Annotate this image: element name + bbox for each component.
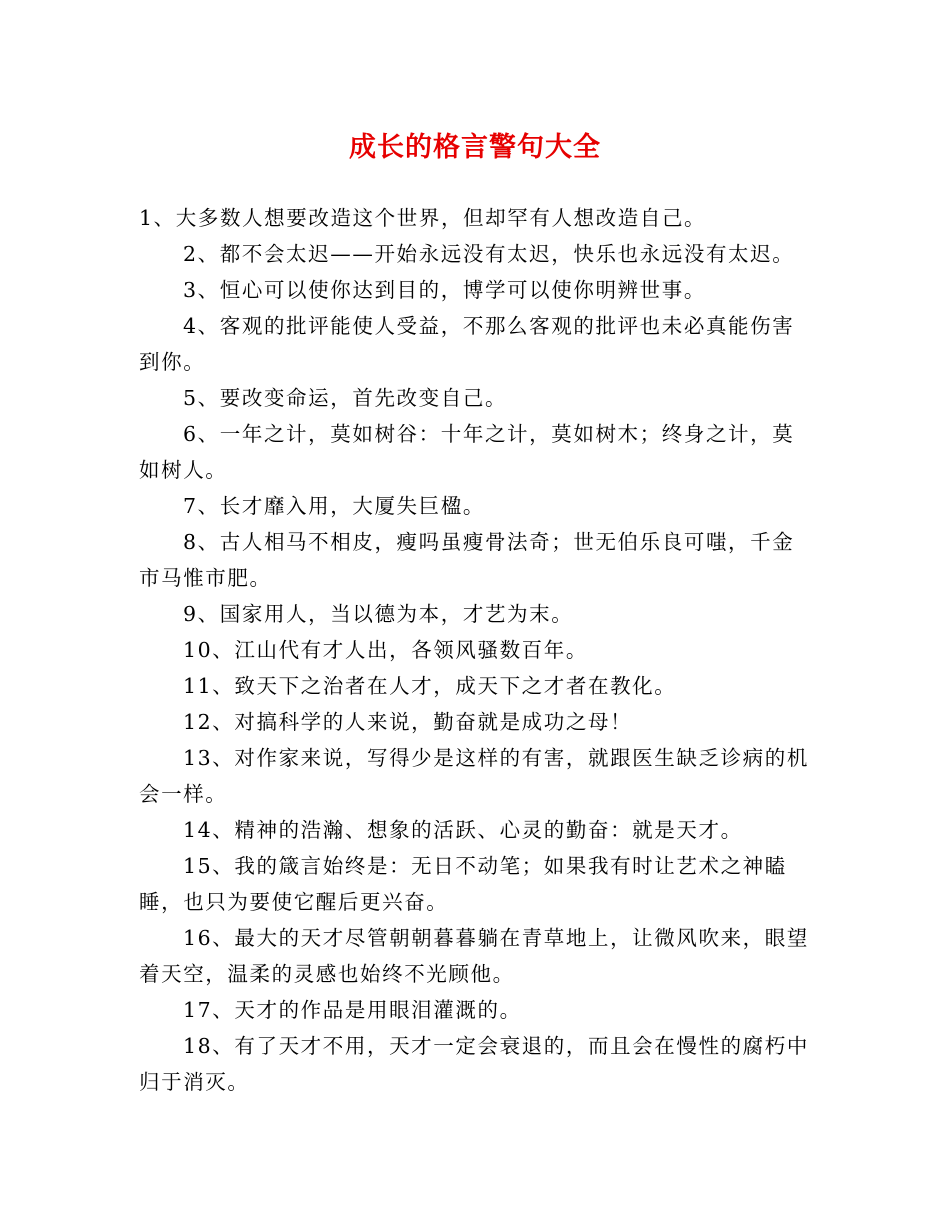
quote-item: 17、天才的作品是用眼泪灌溉的。 (183, 998, 522, 1022)
quote-item: 3、恒心可以使你达到目的，博学可以使你明辨世事。 (183, 278, 706, 302)
quote-item: 7、长才靡入用，大厦失巨楹。 (183, 494, 485, 518)
quote-item: 18、有了天才不用，天才一定会衰退的，而且会在慢性的腐朽中归于消灭。 (139, 1034, 809, 1094)
quote-item: 14、精神的浩瀚、想象的活跃、心灵的勤奋：就是天才。 (183, 818, 743, 842)
quote-item: 12、对搞科学的人来说，勤奋就是成功之母！ (183, 710, 633, 734)
quote-item: 6、一年之计，莫如树谷：十年之计，莫如树木；终身之计，莫如树人。 (139, 422, 795, 482)
quote-item: 5、要改变命运，首先改变自己。 (183, 386, 508, 410)
quote-item: 9、国家用人，当以德为本，才艺为末。 (183, 602, 574, 626)
quote-item: 10、江山代有才人出，各领风骚数百年。 (183, 638, 588, 662)
quote-item: 13、对作家来说，写得少是这样的有害，就跟医生缺乏诊病的机会一样。 (139, 746, 809, 806)
quote-item: 15、我的箴言始终是：无日不动笔；如果我有时让艺术之神瞌睡，也只为要使它醒后更兴奋。 (139, 854, 787, 914)
quote-item: 16、最大的天才尽管朝朝暮暮躺在青草地上，让微风吹来，眼望着天空，温柔的灵感也始终不光顾他。 (139, 926, 809, 986)
quote-item: 4、客观的批评能使人受益，不那么客观的批评也未必真能伤害到你。 (139, 314, 795, 374)
quote-item: 2、都不会太迟——开始永远没有太迟，快乐也永远没有太迟。 (183, 242, 795, 266)
page-title: 成长的格言警句大全 (349, 132, 601, 163)
quote-item: 8、古人相马不相皮，瘦吗虽瘦骨法奇；世无伯乐良可嗤，千金市马惟市肥。 (139, 530, 795, 590)
quote-item: 1、大多数人想要改造这个世界，但却罕有人想改造自己。 (139, 206, 707, 230)
quote-list (139, 200, 815, 1100)
quote-item: 11、致天下之治者在人才，成天下之才者在教化。 (183, 674, 677, 698)
